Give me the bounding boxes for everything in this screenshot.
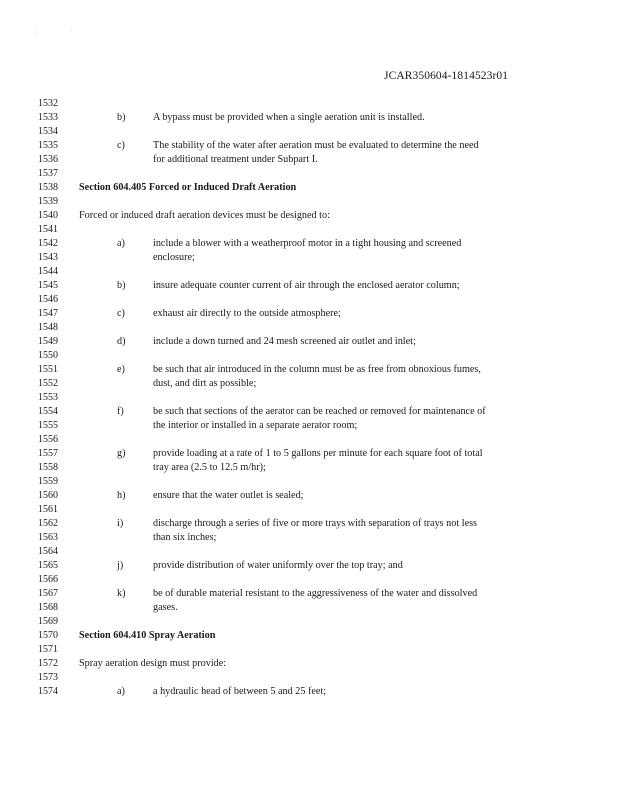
line-number: 1535 <box>38 140 58 151</box>
item-text: ensure that the water outlet is sealed; <box>153 490 304 501</box>
item-text: dust, and dirt as possible; <box>153 378 257 389</box>
item-label: k) <box>117 588 126 599</box>
line-number: 1552 <box>38 378 58 389</box>
item-text: tray area (2.5 to 12.5 m/hr); <box>153 462 266 473</box>
item-text: discharge through a series of five or more trays with separation of trays not less <box>153 518 478 529</box>
line-number: 1573 <box>38 672 58 683</box>
section-intro: Spray aeration design must provide: <box>79 658 227 669</box>
line-number: 1565 <box>38 560 58 571</box>
line-number: 1559 <box>38 476 58 487</box>
item-text: include a down turned and 24 mesh screened air outlet and inlet; <box>153 336 416 347</box>
item-text: be of durable material resistant to the aggressiveness of the water and dissolved <box>153 588 478 599</box>
line-number: 1574 <box>38 686 58 697</box>
line-number: 1555 <box>38 420 58 431</box>
line-number: 1567 <box>38 588 58 599</box>
item-label: a) <box>117 686 125 697</box>
section-heading: Section 604.405 Forced or Induced Draft Aeration <box>79 182 297 193</box>
section-heading: Section 604.410 Spray Aeration <box>79 630 216 641</box>
line-number: 1564 <box>38 546 58 557</box>
line-number: 1570 <box>38 630 58 641</box>
section-intro: Forced or induced draft aeration devices must be designed to: <box>79 210 330 221</box>
line-number: 1539 <box>38 196 58 207</box>
document-id: JCAR350604-1814523r01 <box>384 70 509 82</box>
item-label: f) <box>117 406 124 417</box>
item-text: provide distribution of water uniformly over the top tray; and <box>153 560 403 571</box>
line-number: 1553 <box>38 392 58 403</box>
line-number: 1542 <box>38 238 58 249</box>
item-label: j) <box>117 560 124 571</box>
item-label: b) <box>117 112 126 123</box>
line-number: 1566 <box>38 574 58 585</box>
line-number: 1545 <box>38 280 58 291</box>
line-number: 1551 <box>38 364 58 375</box>
line-number: 1562 <box>38 518 58 529</box>
line-number: 1546 <box>38 294 58 305</box>
line-number: 1548 <box>38 322 58 333</box>
item-text: than six inches; <box>153 532 217 543</box>
item-label: i) <box>117 518 124 529</box>
line-number: 1540 <box>38 210 58 221</box>
line-number: 1563 <box>38 532 58 543</box>
item-text: exhaust air directly to the outside atmosphere; <box>153 308 341 319</box>
line-number: 1556 <box>38 434 58 445</box>
item-label: e) <box>117 364 125 375</box>
line-number: 1550 <box>38 350 58 361</box>
line-number: 1572 <box>38 658 58 669</box>
line-number: 1569 <box>38 616 58 627</box>
line-number: 1544 <box>38 266 58 277</box>
line-number: 1543 <box>38 252 58 263</box>
scan-mark: , <box>36 28 38 34</box>
item-label: d) <box>117 336 126 347</box>
item-label: a) <box>117 238 125 249</box>
item-text: The stability of the water after aeration must be evaluated to determine the need <box>153 140 479 151</box>
item-text: be such that air introduced in the column must be as free from obnoxious fumes, <box>153 364 481 375</box>
line-number: 1554 <box>38 406 58 417</box>
line-number: 1560 <box>38 490 58 501</box>
item-text: gases. <box>153 602 178 613</box>
item-label: b) <box>117 280 126 291</box>
line-number: 1537 <box>38 168 58 179</box>
item-label: c) <box>117 308 125 319</box>
item-text: provide loading at a rate of 1 to 5 gallons per minute for each square foot of total <box>153 448 483 459</box>
item-text: insure adequate counter current of air through the enclosed aerator column; <box>153 280 460 291</box>
line-number: 1568 <box>38 602 58 613</box>
line-number: 1538 <box>38 182 58 193</box>
item-label: h) <box>117 490 126 501</box>
line-number: 1571 <box>38 644 58 655</box>
line-number: 1536 <box>38 154 58 165</box>
line-number: 1533 <box>38 112 58 123</box>
item-label: g) <box>117 448 126 459</box>
line-number: 1549 <box>38 336 58 347</box>
item-text: include a blower with a weatherproof motor in a tight housing and screened <box>153 238 462 249</box>
item-text: enclosure; <box>153 252 195 263</box>
line-number: 1561 <box>38 504 58 515</box>
item-text: for additional treatment under Subpart I. <box>153 154 318 165</box>
item-label: c) <box>117 140 125 151</box>
item-text: a hydraulic head of between 5 and 25 feet; <box>153 686 327 697</box>
line-number: 1541 <box>38 224 58 235</box>
line-number: 1557 <box>38 448 58 459</box>
line-number: 1534 <box>38 126 58 137</box>
item-text: A bypass must be provided when a single aeration unit is installed. <box>153 112 425 123</box>
line-number: 1547 <box>38 308 58 319</box>
item-text: the interior or installed in a separate aerator room; <box>153 420 358 431</box>
line-number: 1532 <box>38 98 58 109</box>
scan-mark: ' <box>71 28 73 34</box>
item-text: be such that sections of the aerator can be reached or removed for maintenance of <box>153 406 486 417</box>
line-number: 1558 <box>38 462 58 473</box>
